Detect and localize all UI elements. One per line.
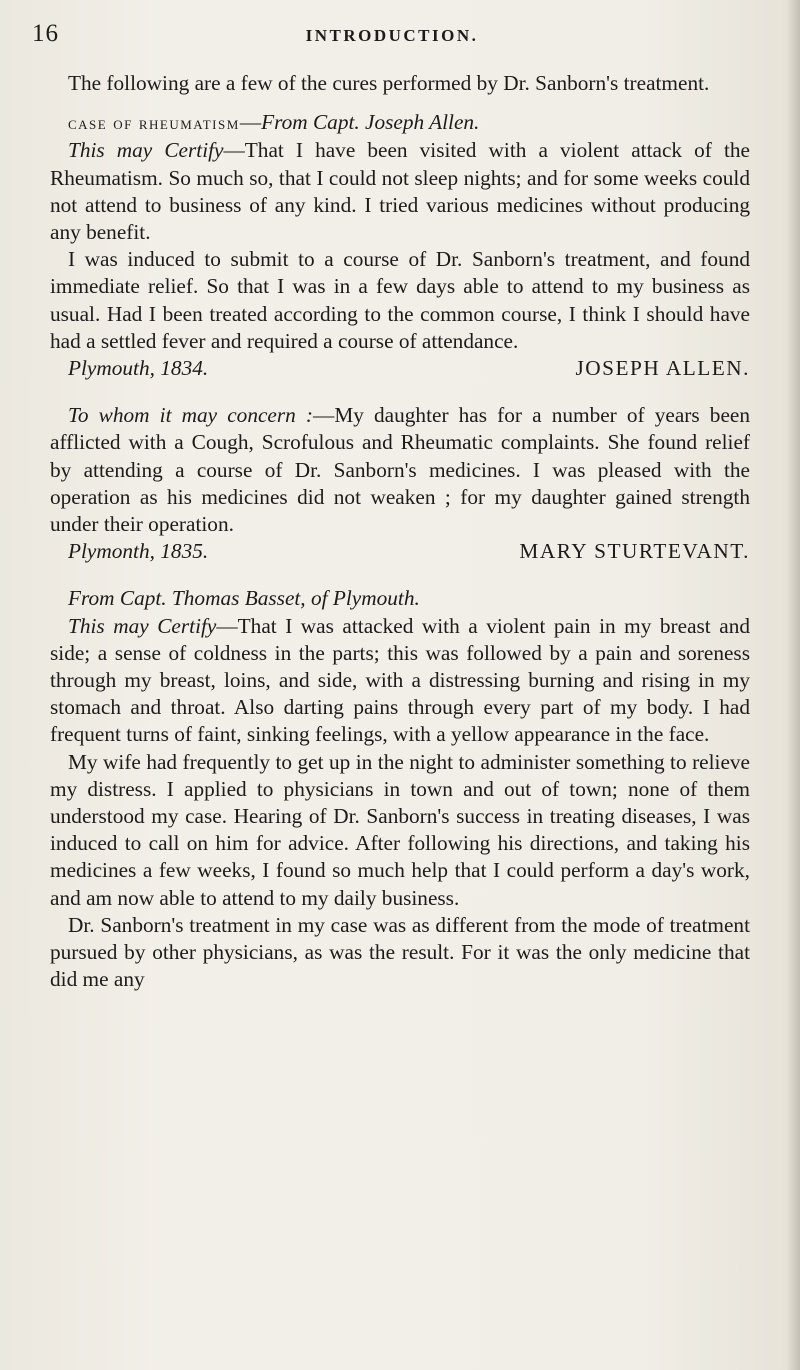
case2-place-date: Plymonth, 1835. bbox=[68, 539, 209, 564]
case1-heading bbox=[50, 109, 750, 137]
case2-opening: To whom it may concern : bbox=[68, 403, 314, 428]
case1-from: From Capt. Joseph Allen. bbox=[261, 110, 480, 135]
intro-paragraph: The following are a few of the cures performed by Dr. Sanborn's treatment. bbox=[68, 71, 710, 95]
case1-signature-line bbox=[50, 355, 750, 382]
case3-opening: This may Certify bbox=[68, 613, 217, 638]
case3-paragraph-1 bbox=[50, 613, 750, 749]
page-header bbox=[32, 20, 752, 52]
case1-text-1: —That I have been visited with a violent attack of the Rheumatism. So much so, that I could not sleep nights; and for some weeks could not attend to business of any kind. I tried various medicines without producing any benefit. bbox=[50, 138, 750, 245]
case3-text-1: —That I was attacked with a violent pain in my breast and side; a sense of coldness in the parts; this was followed by a pain and soreness through my breast, loins, and side, with a distressing burning and rising in my stomach and throat. Also darting pains through every part of my body. I had frequent turns of faint, sinking feelings, with a yellow appearance in the face. bbox=[50, 613, 750, 747]
case1-paragraph-2: I was induced to submit to a course of Dr. Sanborn's treatment, and found immediate relief. So that I was in a few days able to attend to my business as usual. Had I been treated according to the common course, I think I should have had a settled fever and required a course of attendance. bbox=[50, 247, 750, 353]
case1-place-date: Plymouth, 1834. bbox=[68, 356, 209, 381]
case1-paragraph-1 bbox=[50, 137, 750, 246]
case1-label: case of rheumatism bbox=[68, 113, 240, 134]
page-number: 16 bbox=[32, 20, 59, 47]
case1-opening: This may Certify bbox=[68, 138, 224, 163]
case1-dash: — bbox=[239, 110, 262, 135]
case3-paragraph-3: Dr. Sanborn's treatment in my case was as different from the mode of treatment pursued by other physicians, as was the result. For it was the only medicine that did me any bbox=[50, 912, 750, 992]
case2-signature: MARY STURTEVANT. bbox=[519, 539, 750, 564]
page-edge-shadow bbox=[786, 0, 800, 1370]
case2-signature-line bbox=[50, 538, 750, 565]
case3-heading: From Capt. Thomas Basset, of Plymouth. bbox=[68, 586, 420, 611]
page-body bbox=[50, 70, 750, 994]
case1-signature: JOSEPH ALLEN. bbox=[575, 356, 750, 381]
running-head: INTRODUCTION. bbox=[305, 26, 479, 45]
case2-text-1: —My daughter has for a number of years been afflicted with a Cough, Scrofulous and Rheumatic complaints. She found relief by attending a course of Dr. Sanborn's medicines. I was pleased with the operation as his medicines did not weaken ; for my daughter gained strength under their operation. bbox=[50, 403, 750, 537]
case2-paragraph-1 bbox=[50, 402, 750, 538]
case3-paragraph-2: My wife had frequently to get up in the night to administer something to relieve my distress. I applied to physicians in town and out of town; none of them understood my case. Hearing of Dr. Sanborn's success in treating diseases, I was induced to call on him for advice. After following his directions, and taking his medicines a few weeks, I found so much help that I could perform a day's work, and am now able to attend to my daily business. bbox=[50, 749, 750, 910]
